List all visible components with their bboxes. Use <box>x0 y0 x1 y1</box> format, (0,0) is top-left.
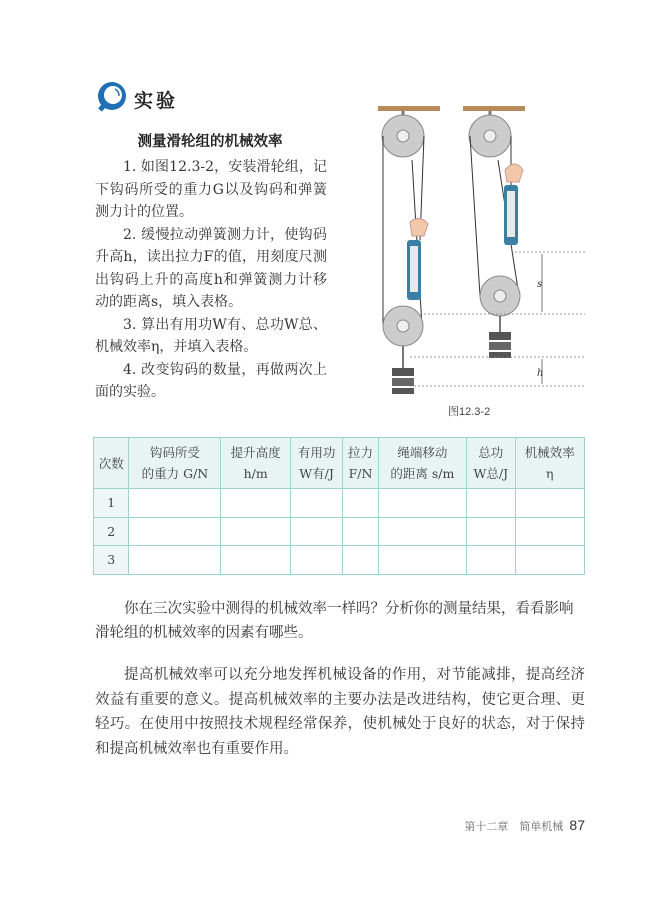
header-line: W总/J <box>473 466 509 481</box>
question-paragraph: 你在三次实验中测得的机械效率一样吗？分析你的测量结果，看看影响滑轮组的机械效率的因素有哪些。 <box>95 601 574 641</box>
header-line: 绳端移动 <box>397 445 448 460</box>
header-line: h/m <box>243 466 268 481</box>
trial-number: 2 <box>94 517 129 546</box>
table-cell <box>290 517 342 546</box>
pulley-setup-right <box>463 106 525 358</box>
table-cell <box>290 546 342 575</box>
table-header-cell <box>221 438 290 489</box>
table-cell <box>515 546 584 575</box>
table-cell <box>221 489 290 518</box>
experiment-steps <box>95 156 327 404</box>
header-line: 的距离 s/m <box>390 466 455 481</box>
label-s: s <box>537 279 543 290</box>
table-cell <box>378 546 466 575</box>
step-3: 3. 算出有用功W有、总功W总、机械效率η，并填入表格。 <box>95 316 327 355</box>
step-1: 1. 如图12.3-2，安装滑轮组，记下钩码所受的重力G以及钩码和弹簧测力计的位置。 <box>95 159 327 220</box>
table-cell <box>221 517 290 546</box>
chapter-label: 第十二章 简单机械 <box>464 820 564 833</box>
table-cell <box>129 546 221 575</box>
pulley-figure <box>365 98 595 398</box>
header-line: 总功 <box>478 445 504 460</box>
magnifier-icon <box>96 81 128 113</box>
trial-number: 3 <box>94 546 129 575</box>
label-h: h <box>537 368 544 379</box>
table-cell <box>467 546 515 575</box>
table-cell <box>515 489 584 518</box>
results-table <box>93 437 585 575</box>
table-cell <box>343 517 378 546</box>
header-line: 机械效率 <box>524 445 575 460</box>
table-row <box>94 546 585 575</box>
table-header-cell <box>378 438 466 489</box>
page-number: 87 <box>569 817 585 833</box>
table-cell <box>129 489 221 518</box>
experiment-title: 测量滑轮组的机械效率 <box>137 134 283 150</box>
table-cell <box>378 489 466 518</box>
table-header-cell <box>467 438 515 489</box>
table-row <box>94 517 585 546</box>
header-line: 拉力 <box>347 445 373 460</box>
page-footer <box>464 817 585 834</box>
body-paragraph: 提高机械效率可以充分地发挥机械设备的作用，对节能减排，提高经济效益有重要的意义。提高机械效率的主要办法是改进结构，使它更合理、更轻巧。在使用中按照技术规程经常保养，使机械处于良好的状态，对于保持和提高机械效率也有重要作用。 <box>95 667 585 757</box>
header-line: F/N <box>348 466 373 481</box>
header-line: W有/J <box>299 466 334 481</box>
table-row <box>94 489 585 518</box>
table-header-cell <box>94 438 129 489</box>
header-line: 的重力 G/N <box>141 466 209 481</box>
step-4: 4. 改变钩码的数量，再做两次上面的实验。 <box>95 361 327 400</box>
table-cell <box>515 517 584 546</box>
header-line: 有用功 <box>297 445 336 460</box>
table-cell <box>378 517 466 546</box>
table-header-cell <box>129 438 221 489</box>
figure-caption: 图12.3-2 <box>448 406 491 418</box>
header-line: 提升高度 <box>230 445 281 460</box>
table-cell <box>290 489 342 518</box>
table-cell <box>129 517 221 546</box>
table-header-row <box>94 438 585 489</box>
header-line: 钩码所受 <box>149 445 200 460</box>
header-line: η <box>546 466 554 481</box>
table-header-cell <box>515 438 584 489</box>
header-line: 次数 <box>98 455 124 471</box>
trial-number: 1 <box>94 489 129 518</box>
table-cell <box>221 546 290 575</box>
table-header-cell <box>290 438 342 489</box>
pulley-setup-left <box>378 106 440 394</box>
step-2: 2. 缓慢拉动弹簧测力计，使钩码升高h，读出拉力F的值，用刻度尺测出钩码上升的高度h和弹簧测力计移动的距离s，填入表格。 <box>95 226 327 310</box>
table-header-cell <box>343 438 378 489</box>
table-cell <box>467 489 515 518</box>
table-cell <box>467 517 515 546</box>
section-title: 实验 <box>134 90 179 112</box>
table-cell <box>343 546 378 575</box>
table-cell <box>343 489 378 518</box>
